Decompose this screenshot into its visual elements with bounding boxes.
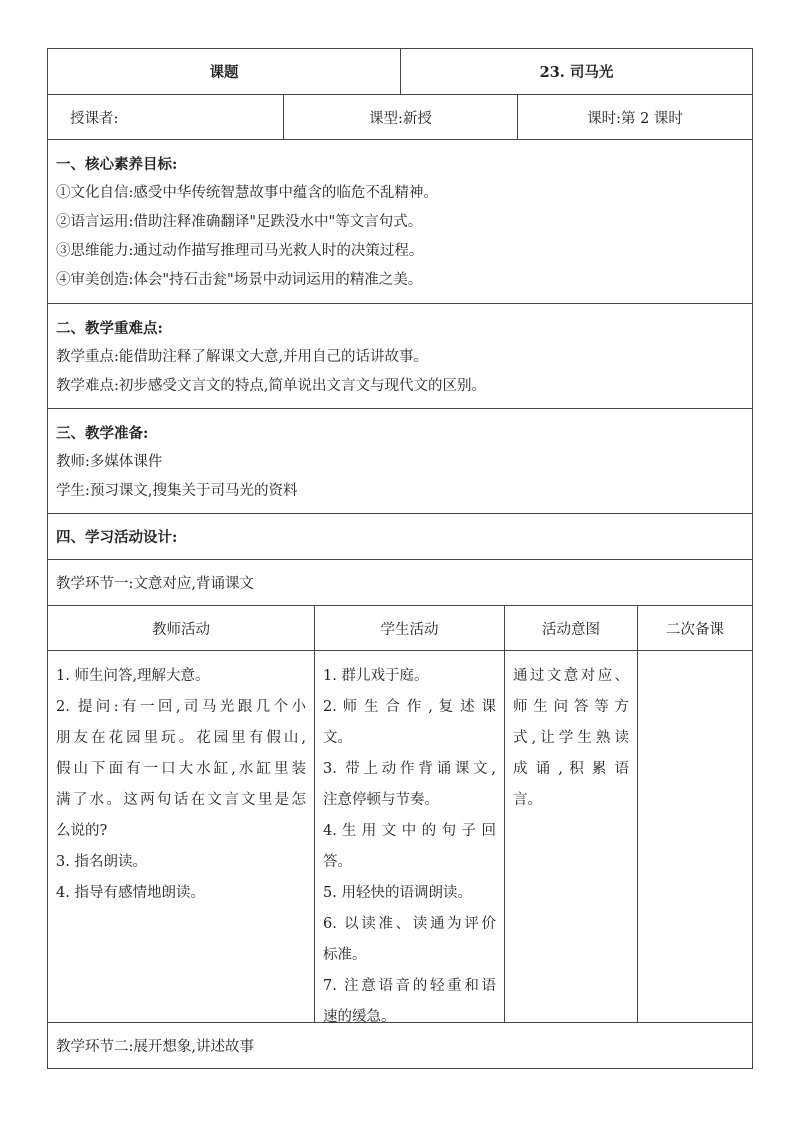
student-line: 4. 生 用 文 中 的 句 子 回 xyxy=(323,823,496,839)
lesson-hours-field: 课时:第 2 课时 xyxy=(587,110,683,127)
intent-line: 言。 xyxy=(513,792,542,808)
col-second-prep: 二次备课 xyxy=(666,621,724,638)
student-line: 6. 以读准、读通为评价 xyxy=(323,916,496,932)
intent-line: 式,让学生熟读 xyxy=(513,730,629,746)
teacher-line: 朋友在花园里玩。花园里有假山, xyxy=(56,730,306,746)
activity-design-heading: 四、学习活动设计: xyxy=(56,529,178,546)
preparation-heading: 三、教学准备: xyxy=(56,425,149,442)
step1-body-row xyxy=(48,651,752,1023)
teacher-line: 4. 指导有感情地朗读。 xyxy=(56,885,205,901)
student-line: 3. 带上动作背诵课文, xyxy=(323,761,496,777)
goal-item: ②语言运用:借助注释准确翻译"足跌没水中"等文言句式。 xyxy=(56,214,423,230)
teacher-line: 1. 师生问答,理解大意。 xyxy=(56,668,210,684)
preparation-item: 教师:多媒体课件 xyxy=(56,454,163,470)
student-line: 标准。 xyxy=(323,947,367,963)
student-line: 注意停顿与节奏。 xyxy=(323,792,439,808)
goals-heading: 一、核心素养目标: xyxy=(56,156,178,173)
activity-design-row xyxy=(48,514,752,560)
topic-label: 课题 xyxy=(48,49,401,94)
teacher-line: 3. 指名朗读。 xyxy=(56,854,147,870)
key-point-item: 教学难点:初步感受文言文的特点,简单说出文言文与现代文的区别。 xyxy=(56,378,486,394)
key-points-heading: 二、教学重难点: xyxy=(56,320,163,337)
step2-title-row xyxy=(48,1023,752,1068)
student-line: 1. 群儿戏于庭。 xyxy=(323,668,429,684)
preparation-section xyxy=(48,409,752,514)
student-line: 答。 xyxy=(323,854,352,870)
goal-item: ③思维能力:通过动作描写推理司马光救人时的决策过程。 xyxy=(56,243,424,259)
col-activity-intent: 活动意图 xyxy=(505,606,638,650)
second-prep-cell xyxy=(638,651,752,1022)
step2-title: 教学环节二:展开想象,讲述故事 xyxy=(56,1039,254,1055)
teacher-activity-cell xyxy=(48,651,315,1022)
student-activity-cell xyxy=(315,651,505,1025)
goals-section xyxy=(48,140,752,304)
goal-item: ①文化自信:感受中华传统智慧故事中蕴含的临危不乱精神。 xyxy=(56,185,438,201)
student-line: 2. 师 生 合 作 , 复 述 课 xyxy=(323,699,496,715)
col-student-activity: 学生活动 xyxy=(315,606,505,650)
student-line: 文。 xyxy=(323,730,352,746)
student-line: 5. 用轻快的语调朗读。 xyxy=(323,885,472,901)
teacher-line: 满了水。这两句话在文言文里是怎 xyxy=(56,792,306,808)
key-point-item: 教学重点:能借助注释了解课文大意,并用自己的话讲故事。 xyxy=(56,349,428,365)
goal-item: ④审美创造:体会"持石击瓮"场景中动词运用的精准之美。 xyxy=(56,272,423,288)
lesson-plan-table xyxy=(47,48,753,1069)
key-points-section xyxy=(48,304,752,409)
teacher-field: 授课者: xyxy=(48,95,284,139)
student-line: 速的缓急。 xyxy=(323,1009,396,1025)
student-line: 7. 注意语音的轻重和语 xyxy=(323,978,496,994)
activity-columns-header xyxy=(48,606,752,651)
topic-value: 23. 司马光 xyxy=(539,64,614,81)
teacher-line: 假山下面有一口大水缸,水缸里装 xyxy=(56,761,306,777)
step1-title-row xyxy=(48,560,752,606)
intent-line: 通过文意对应、 xyxy=(513,668,629,684)
step1-title: 教学环节一:文意对应,背诵课文 xyxy=(56,576,254,592)
lesson-type-field: 课型:新授 xyxy=(284,95,518,139)
title-row xyxy=(48,49,752,95)
info-row xyxy=(48,95,752,140)
preparation-item: 学生:预习课文,搜集关于司马光的资料 xyxy=(56,483,298,499)
intent-line: 成 诵 , 积 累 语 xyxy=(513,761,629,777)
activity-intent-cell xyxy=(505,651,638,1022)
intent-line: 师 生 问 答 等 方 xyxy=(513,699,629,715)
col-teacher-activity: 教师活动 xyxy=(48,606,315,650)
teacher-line: 2. 提问:有一回,司马光跟几个小 xyxy=(56,699,306,715)
teacher-line: 么说的? xyxy=(56,823,108,839)
